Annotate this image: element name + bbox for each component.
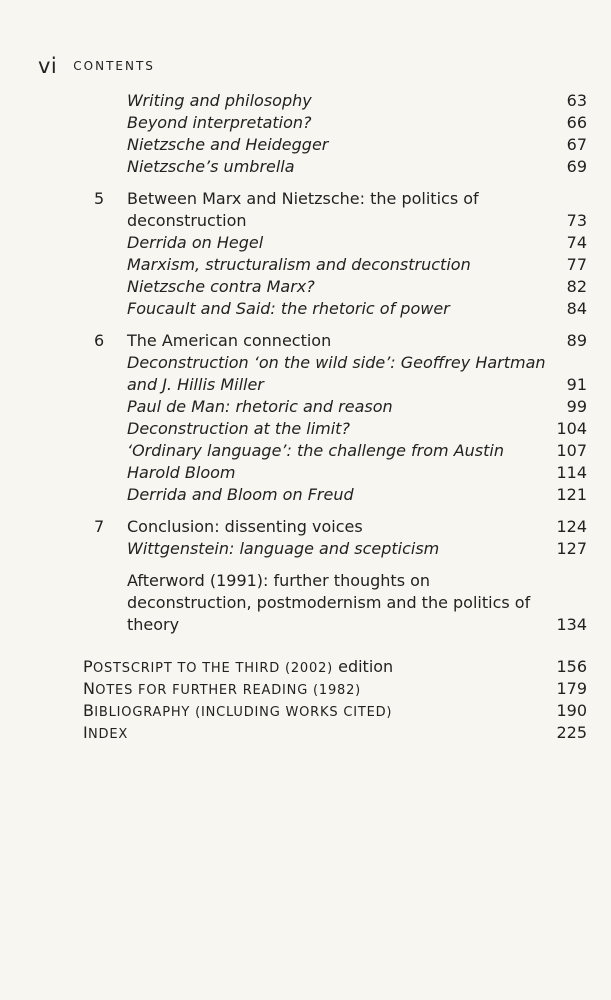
- back-matter-title: INDEX: [83, 723, 129, 742]
- toc-section-title: Beyond interpretation?: [127, 113, 312, 132]
- toc-entry: [0, 440, 611, 462]
- toc-section-title: Marxism, structuralism and deconstruction: [127, 255, 471, 274]
- toc-page-number: 124: [556, 517, 587, 536]
- chapter-title: The American connection: [127, 331, 332, 350]
- chapter-number: 5: [94, 189, 105, 208]
- toc-section-title: Nietzsche and Heidegger: [127, 135, 329, 154]
- toc-page-number: 84: [566, 299, 587, 318]
- toc-page-number: 114: [556, 463, 587, 482]
- toc-afterword-entry: [0, 570, 611, 592]
- toc-section-title: Writing and philosophy: [127, 91, 312, 110]
- toc-page-number: 225: [556, 723, 587, 742]
- toc-page-number: 156: [556, 657, 587, 676]
- toc-page-number: 89: [566, 331, 587, 350]
- toc-back-matter-entry: [0, 700, 611, 722]
- afterword-title: theory: [127, 615, 180, 634]
- toc-afterword-entry: [0, 614, 611, 636]
- back-matter-title: NOTES FOR FURTHER READING (1982): [83, 679, 362, 698]
- toc-section-title: Paul de Man: rhetoric and reason: [127, 397, 393, 416]
- chapter-title: Between Marx and Nietzsche: the politics of: [127, 189, 479, 208]
- toc-page-number: 91: [566, 375, 587, 394]
- toc-entry: [0, 462, 611, 484]
- back-matter-title: POSTSCRIPT TO THE THIRD (2002) edition: [83, 657, 394, 676]
- back-matter-title: BIBLIOGRAPHY (INCLUDING WORKS CITED): [83, 701, 393, 720]
- afterword-title: Afterword (1991): further thoughts on: [127, 571, 431, 590]
- toc-back-matter-entry: [0, 678, 611, 700]
- toc-back-matter-entry: [0, 722, 611, 744]
- toc-chapter-entry: [0, 330, 611, 352]
- toc-entry: [0, 276, 611, 298]
- toc-page-number: 107: [556, 441, 587, 460]
- toc-entry: [0, 396, 611, 418]
- toc-page-number: 179: [556, 679, 587, 698]
- toc-page-number: 190: [556, 701, 587, 720]
- toc-page-number: 134: [556, 615, 587, 634]
- toc-entry: [0, 134, 611, 156]
- toc-section-title: Deconstruction at the limit?: [127, 419, 350, 438]
- chapter-title: Conclusion: dissenting voices: [127, 517, 363, 536]
- toc-page-number: 104: [556, 419, 587, 438]
- toc-section-title: Deconstruction ‘on the wild side’: Geoffrey Hartman: [127, 353, 546, 372]
- toc-entry: [0, 254, 611, 276]
- chapter-number: 6: [94, 331, 105, 350]
- toc-entry: [0, 538, 611, 560]
- toc-section-title: Nietzsche’s umbrella: [127, 157, 295, 176]
- toc-entry: [0, 374, 611, 396]
- page-header: [38, 54, 155, 78]
- toc-chapter-entry: [0, 188, 611, 210]
- toc-page-number: 73: [566, 211, 587, 230]
- toc-page-number: 82: [566, 277, 587, 296]
- running-head: CONTENTS: [73, 59, 155, 73]
- toc-section-title: Derrida and Bloom on Freud: [127, 485, 354, 504]
- chapter-number: 7: [94, 517, 105, 536]
- toc-page-number: 127: [556, 539, 587, 558]
- toc-back-matter-entry: [0, 656, 611, 678]
- toc-entry: [0, 232, 611, 254]
- toc-chapter-entry: [0, 516, 611, 538]
- afterword-title: deconstruction, postmodernism and the politics of: [127, 593, 531, 612]
- toc-page-number: 63: [566, 91, 587, 110]
- toc-entry: [0, 156, 611, 178]
- toc-page-number: 99: [566, 397, 587, 416]
- toc-section-title: Wittgenstein: language and scepticism: [127, 539, 440, 558]
- toc-page-number: 74: [566, 233, 587, 252]
- toc-entry: [0, 352, 611, 374]
- chapter-title: deconstruction: [127, 211, 247, 230]
- toc-entry: [0, 418, 611, 440]
- toc-afterword-entry: [0, 592, 611, 614]
- toc-section-title: Derrida on Hegel: [127, 233, 264, 252]
- toc-page-number: 67: [566, 135, 587, 154]
- toc-entry: [0, 112, 611, 134]
- toc-chapter-entry: [0, 210, 611, 232]
- toc-section-title: Foucault and Said: the rhetoric of power: [127, 299, 450, 318]
- toc-section-title: Harold Bloom: [127, 463, 236, 482]
- toc-page-number: 77: [566, 255, 587, 274]
- toc-page-number: 69: [566, 157, 587, 176]
- toc-entry: [0, 298, 611, 320]
- toc-page-number: 121: [556, 485, 587, 504]
- toc-entry: [0, 90, 611, 112]
- toc-section-title: and J. Hillis Miller: [127, 375, 264, 394]
- toc-section-title: Nietzsche contra Marx?: [127, 277, 315, 296]
- page-number: vi: [38, 54, 58, 78]
- toc-entry: [0, 484, 611, 506]
- toc-page-number: 66: [566, 113, 587, 132]
- toc-section-title: ‘Ordinary language’: the challenge from Austin: [127, 441, 504, 460]
